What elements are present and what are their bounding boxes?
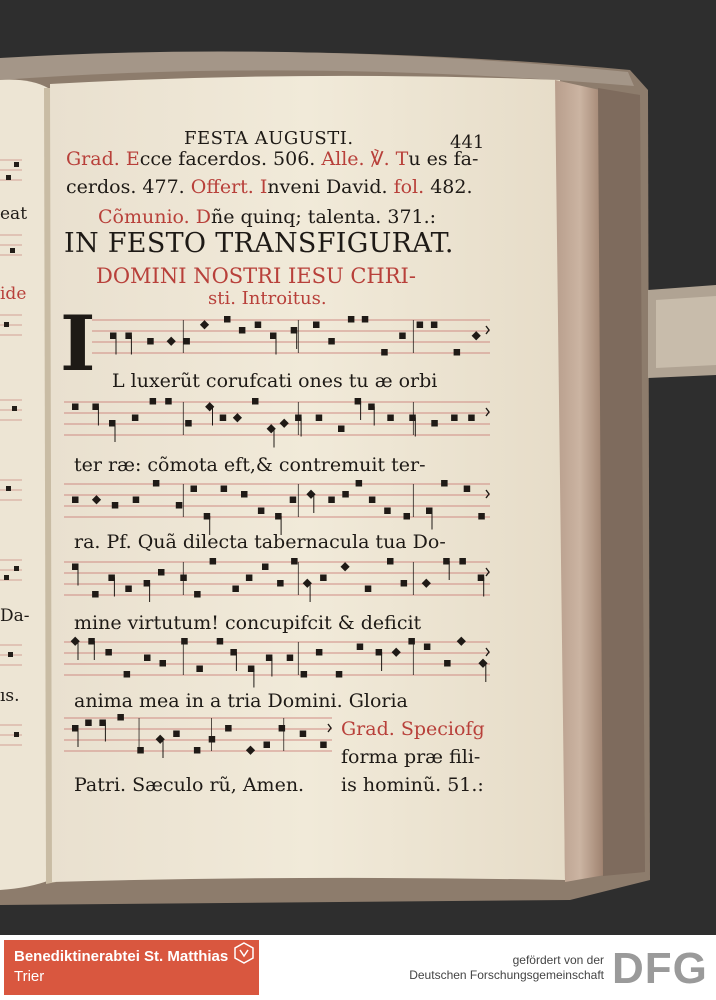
neume bbox=[424, 644, 431, 651]
dfg-logo[interactable]: DFG bbox=[612, 944, 708, 993]
verso-fragment-4: ıs. bbox=[0, 686, 20, 706]
neume bbox=[183, 338, 190, 345]
neume bbox=[137, 747, 144, 754]
rubric-segment: u es fa- bbox=[408, 148, 479, 170]
custos bbox=[486, 648, 489, 656]
neume bbox=[209, 736, 216, 743]
neume bbox=[194, 591, 201, 598]
neume bbox=[280, 419, 289, 428]
rubric-segment: cce facerdos. 506. bbox=[139, 148, 322, 170]
neume bbox=[451, 415, 458, 422]
verso-fragment-3: Da- bbox=[0, 606, 30, 626]
neume bbox=[387, 415, 394, 422]
neume bbox=[255, 322, 262, 329]
neume bbox=[348, 316, 355, 323]
neume bbox=[369, 497, 376, 504]
neume bbox=[341, 562, 350, 571]
rubric-segment: ñe quinq; talenta. 371.: bbox=[210, 206, 437, 228]
neume bbox=[217, 638, 224, 645]
neume bbox=[478, 513, 485, 520]
lyric-line-5: anima mea in a tria Domini. Gloria bbox=[74, 690, 408, 712]
neume bbox=[144, 655, 151, 662]
feast-title: IN FESTO TRANSFIGURAT. bbox=[64, 228, 454, 259]
rubric-segment: Alle. ℣. T bbox=[321, 148, 409, 170]
neume bbox=[176, 502, 183, 509]
funded-by-line-2: Deutschen Forschungsgemeinschaft bbox=[409, 968, 604, 982]
neume bbox=[454, 349, 461, 356]
neume bbox=[357, 644, 364, 651]
lyric-line-2: ter ræ: cõmota eft,& contremuit ter- bbox=[74, 454, 426, 476]
rubric-segment: Offert. I bbox=[190, 176, 268, 198]
neume bbox=[468, 415, 475, 422]
decorated-initial: I bbox=[60, 299, 96, 388]
neume bbox=[362, 316, 369, 323]
neume bbox=[472, 331, 481, 340]
neume bbox=[441, 480, 448, 487]
neume bbox=[365, 586, 372, 593]
neume bbox=[342, 491, 349, 498]
neume bbox=[180, 575, 187, 582]
neume bbox=[316, 649, 323, 656]
gradual-line-2: forma præ fili- bbox=[341, 746, 481, 768]
neume bbox=[384, 508, 391, 515]
neume bbox=[431, 420, 438, 427]
neume bbox=[444, 660, 451, 667]
neume bbox=[124, 671, 131, 678]
neume bbox=[246, 746, 255, 755]
rubric-segment: Cõmunio. D bbox=[98, 206, 211, 228]
neume bbox=[196, 666, 203, 673]
neume bbox=[173, 731, 180, 738]
neume bbox=[233, 413, 242, 422]
neume bbox=[252, 398, 259, 405]
neume bbox=[464, 486, 471, 493]
neume bbox=[320, 742, 327, 749]
funded-by-line-1: gefördert von der bbox=[512, 953, 604, 967]
neume bbox=[241, 491, 248, 498]
neume bbox=[220, 415, 227, 422]
custos bbox=[328, 724, 331, 732]
neume bbox=[262, 564, 269, 571]
neume bbox=[160, 660, 167, 667]
neume bbox=[105, 649, 112, 656]
neume bbox=[165, 398, 172, 405]
neume bbox=[150, 398, 157, 405]
neume bbox=[320, 575, 327, 582]
neume bbox=[300, 731, 307, 738]
verso-fragment-2: ide bbox=[0, 284, 27, 304]
neume bbox=[459, 558, 466, 565]
feast-subtitle-2: sti. Introitus. bbox=[208, 288, 327, 309]
institution-emblem-icon bbox=[233, 942, 255, 964]
neume bbox=[279, 725, 286, 732]
lyric-line-last: Patri. Sæculo rũ, Amen. bbox=[74, 774, 305, 796]
neume bbox=[200, 320, 209, 329]
neume bbox=[225, 725, 232, 732]
neume bbox=[457, 637, 466, 646]
custos bbox=[486, 490, 489, 498]
neume bbox=[125, 586, 132, 593]
neume bbox=[133, 497, 140, 504]
gradual-line-3: is hominũ. 51.: bbox=[341, 774, 484, 796]
neume bbox=[92, 591, 99, 598]
neume bbox=[239, 327, 246, 334]
verso-fragment-1: eat bbox=[0, 204, 28, 224]
running-head: FESTA AUGUSTI. bbox=[184, 128, 354, 149]
neume bbox=[191, 486, 198, 493]
institution-name: Benediktinerabtei St. Matthias bbox=[14, 948, 229, 965]
neume bbox=[153, 480, 160, 487]
lyric-line-1: L luxerũt corufcati ones tu æ orbi bbox=[112, 370, 438, 392]
neume bbox=[290, 497, 297, 504]
neume bbox=[246, 575, 253, 582]
neume bbox=[72, 497, 79, 504]
neume bbox=[422, 579, 431, 588]
neume bbox=[85, 720, 92, 727]
institution-place: Trier bbox=[14, 968, 45, 985]
neume bbox=[338, 426, 345, 433]
neume bbox=[210, 558, 217, 565]
neume bbox=[194, 747, 201, 754]
neume bbox=[431, 322, 438, 329]
neume bbox=[387, 558, 394, 565]
neume bbox=[232, 586, 239, 593]
neume bbox=[417, 322, 424, 329]
rubric-segment: 482. bbox=[430, 176, 473, 198]
rubric-segment: Grad. bbox=[66, 148, 126, 170]
neume bbox=[117, 714, 124, 721]
custos bbox=[486, 568, 489, 576]
neume bbox=[381, 349, 388, 356]
neume bbox=[92, 495, 101, 504]
neume bbox=[264, 742, 271, 749]
neume bbox=[181, 638, 188, 645]
neume bbox=[404, 513, 411, 520]
rubric-segment: E bbox=[125, 148, 140, 170]
neume bbox=[336, 671, 343, 678]
neume bbox=[221, 486, 228, 493]
neume bbox=[356, 480, 363, 487]
gradual-line-1: Grad. Speciofg bbox=[341, 718, 485, 740]
neume bbox=[401, 580, 408, 587]
neume bbox=[408, 638, 415, 645]
rubric-segment: cerdos. 477. bbox=[66, 176, 191, 198]
neume bbox=[316, 415, 323, 422]
neume bbox=[301, 671, 308, 678]
neume bbox=[112, 502, 119, 509]
neume bbox=[258, 508, 265, 515]
neume bbox=[291, 558, 298, 565]
custos bbox=[486, 408, 489, 416]
custos bbox=[486, 326, 489, 334]
feast-subtitle: DOMINI NOSTRI IESU CHRI- bbox=[96, 264, 416, 288]
neume bbox=[277, 580, 284, 587]
page-number: 441 bbox=[450, 132, 485, 153]
neume bbox=[287, 655, 294, 662]
neume bbox=[147, 338, 154, 345]
rubric-segment: nveni David. bbox=[267, 176, 394, 198]
lyric-line-3: ra. Pf. Quã dilecta tabernacula tua Do- bbox=[74, 531, 446, 553]
neume bbox=[167, 337, 176, 346]
neume bbox=[313, 322, 320, 329]
neume bbox=[158, 569, 165, 576]
neume bbox=[224, 316, 231, 323]
neume bbox=[72, 404, 79, 411]
rubric-segment: fol. bbox=[393, 176, 431, 198]
neume bbox=[328, 497, 335, 504]
neume bbox=[132, 415, 139, 422]
neume bbox=[328, 338, 335, 345]
neume bbox=[185, 420, 192, 427]
neume bbox=[399, 333, 406, 340]
neume bbox=[392, 648, 401, 657]
lyric-line-4: mine virtutum! concupifcit & deficit bbox=[74, 612, 422, 634]
